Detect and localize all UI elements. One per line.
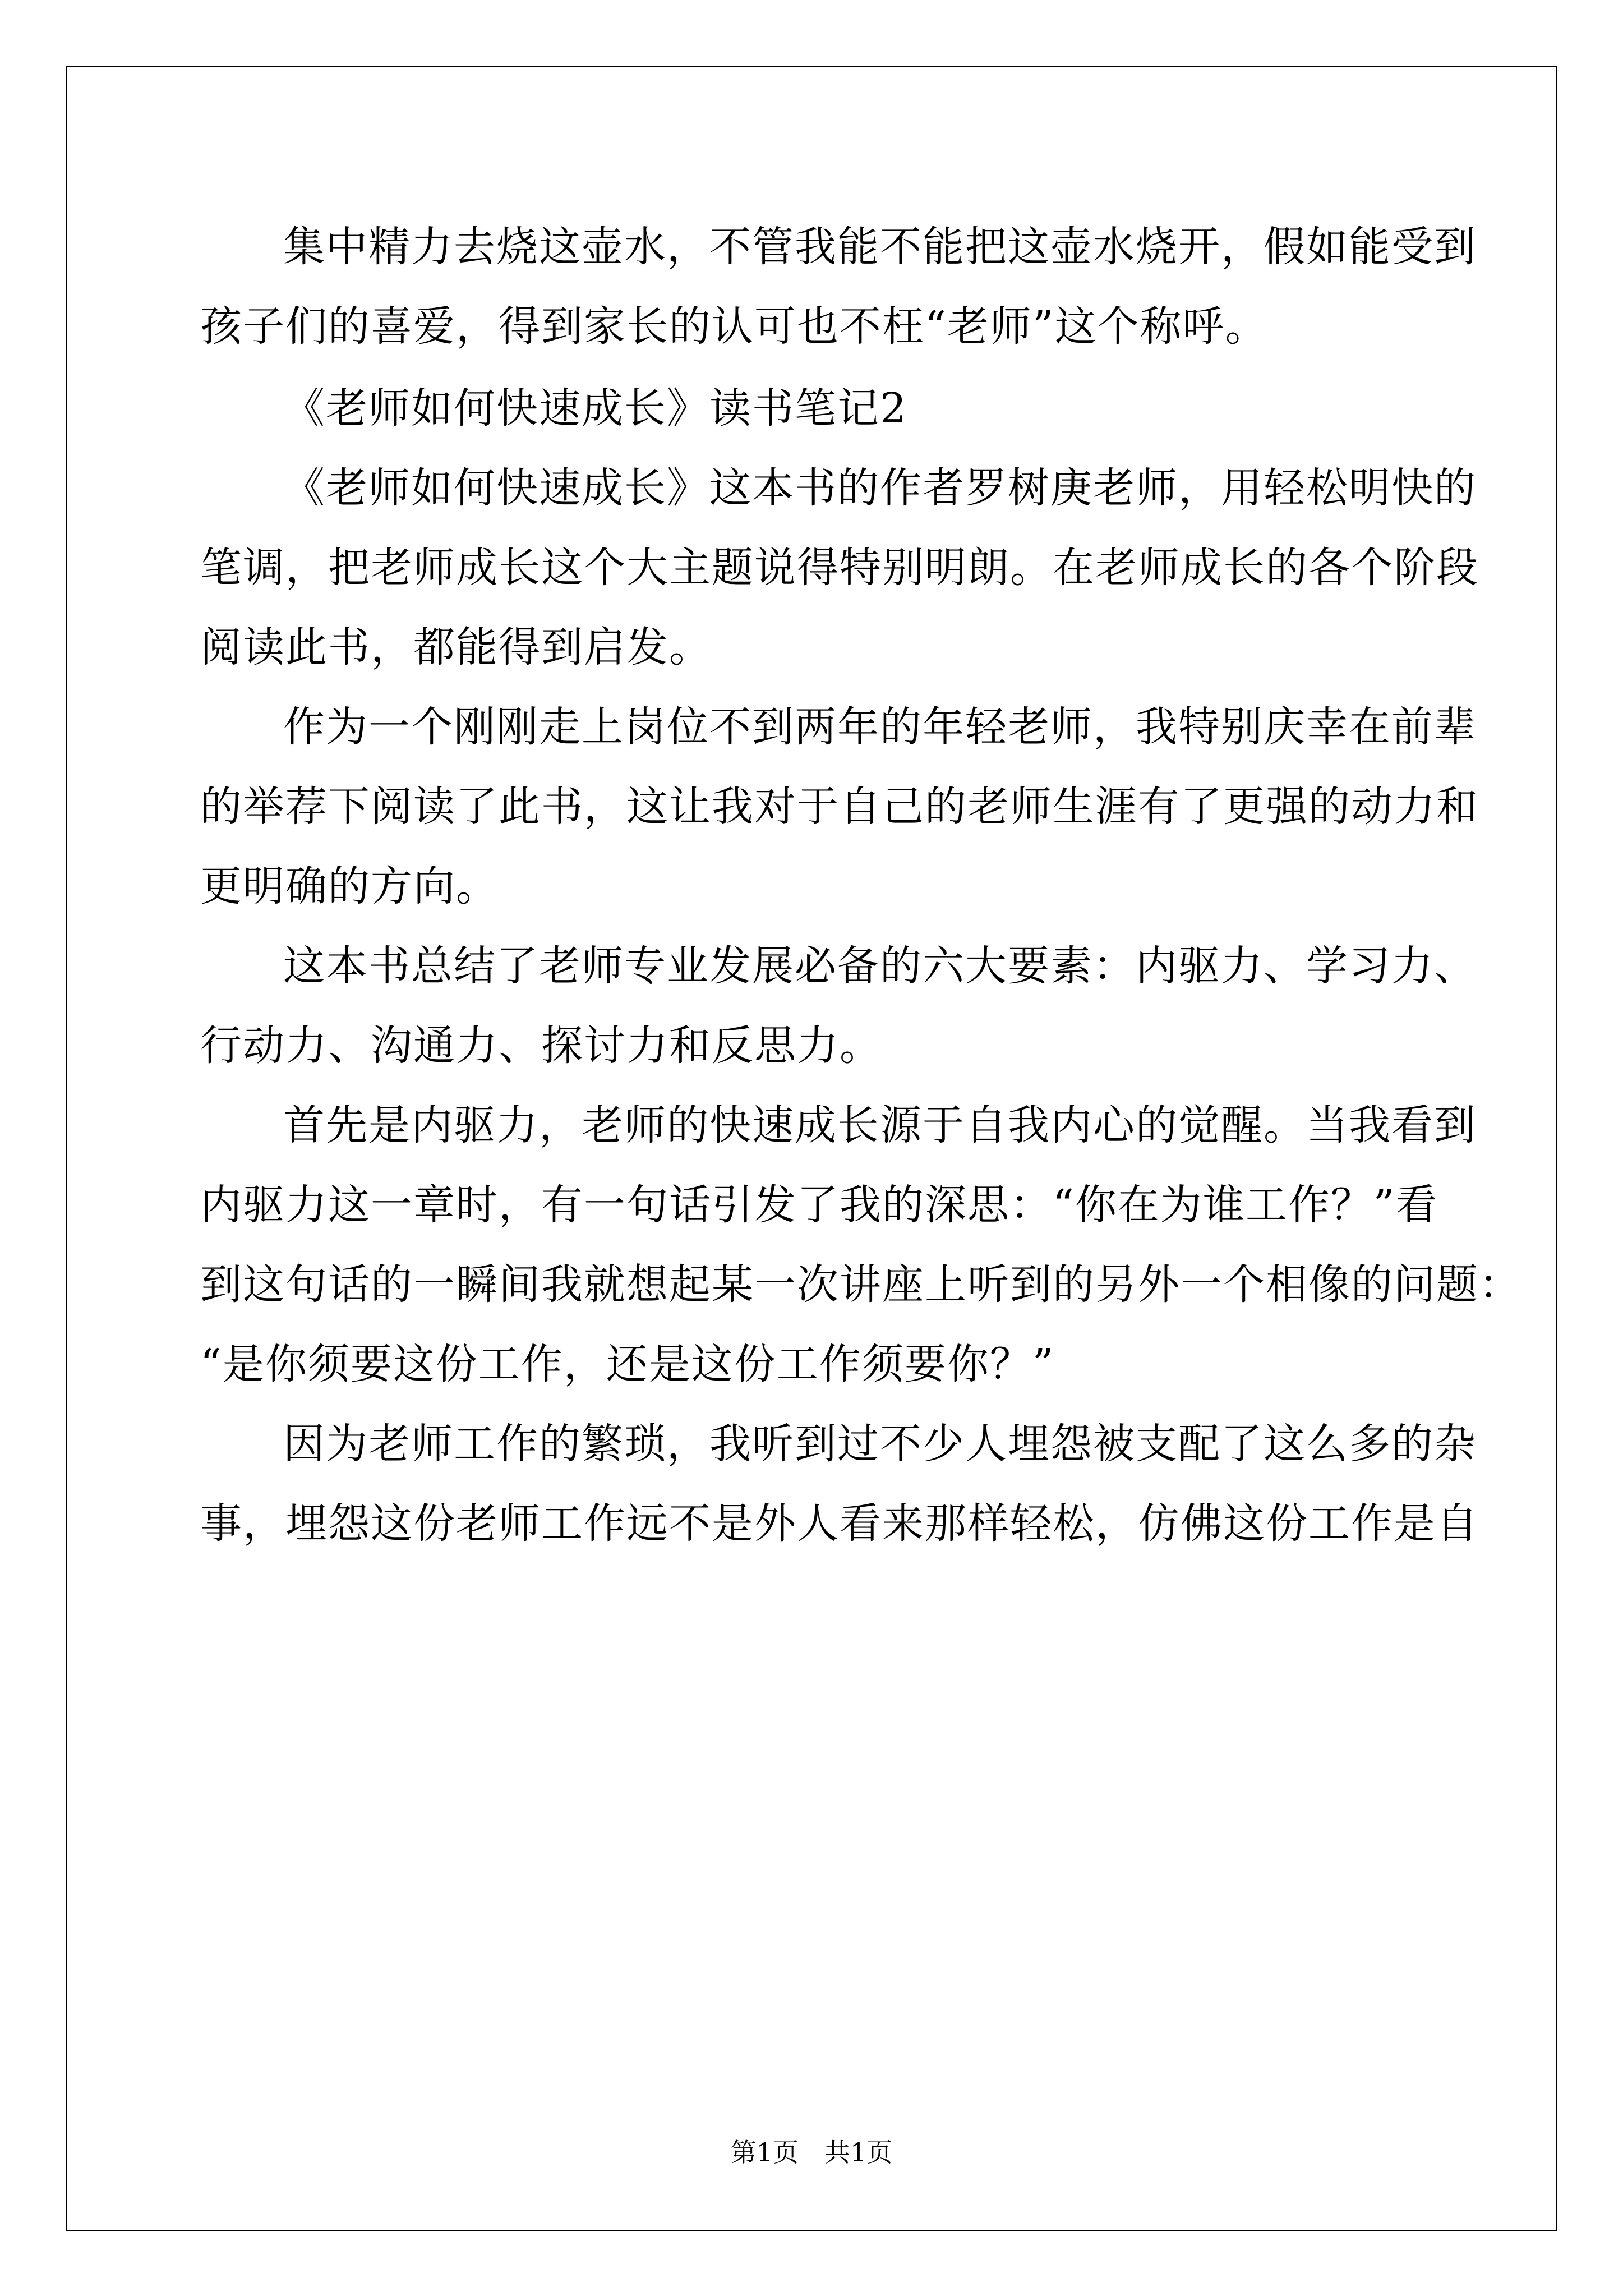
paragraph-line: 行动力、沟通力、探讨力和反思力。 <box>200 1022 882 1070</box>
paragraph-line: 内驱力这一章时，有一句话引发了我的深思：“你在为谁工作？”看 <box>200 1181 1438 1229</box>
page-number-footer: 第1页 共1页 <box>730 2137 893 2168</box>
paragraph-line: 首先是内驱力，老师的快速成长源于自我内心的觉醒。当我看到 <box>283 1101 1477 1149</box>
paragraph-line: 孩子们的喜爱，得到家长的认可也不枉“老师”这个称呼。 <box>200 302 1268 351</box>
paragraph-line: 更明确的方向。 <box>200 862 499 910</box>
paragraph-line: 《老师如何快速成长》这本书的作者罗树庚老师，用轻松明快的 <box>283 464 1477 512</box>
paragraph-line: 笔调，把老师成长这个大主题说得特别明朗。在老师成长的各个阶段 <box>200 544 1479 592</box>
paragraph-line: 的举荐下阅读了此书，这让我对于自己的老师生涯有了更强的动力和 <box>200 783 1479 831</box>
paragraph-line: 到这句话的一瞬间我就想起某一次讲座上听到的另外一个相像的问题： <box>200 1260 1521 1309</box>
paragraph-line: 阅读此书，都能得到启发。 <box>200 623 712 671</box>
paragraph-line: 因为老师工作的繁琐，我听到过不少人埋怨被支配了这么多的杂 <box>283 1420 1477 1468</box>
paragraph-line: 集中精力去烧这壶水，不管我能不能把这壶水烧开，假如能受到 <box>283 223 1477 271</box>
paragraph-line: 这本书总结了老师专业发展必备的六大要素：内驱力、学习力、 <box>283 942 1477 990</box>
paragraph-line: 作为一个刚刚走上岗位不到两年的年轻老师，我特别庆幸在前辈 <box>283 703 1477 751</box>
paragraph-line: “是你须要这份工作，还是这份工作须要你？” <box>200 1340 1055 1388</box>
section-heading: 《老师如何快速成长》读书笔记2 <box>283 384 908 432</box>
paragraph-line: 事，埋怨这份老师工作远不是外人看来那样轻松，仿佛这份工作是自 <box>200 1499 1479 1548</box>
